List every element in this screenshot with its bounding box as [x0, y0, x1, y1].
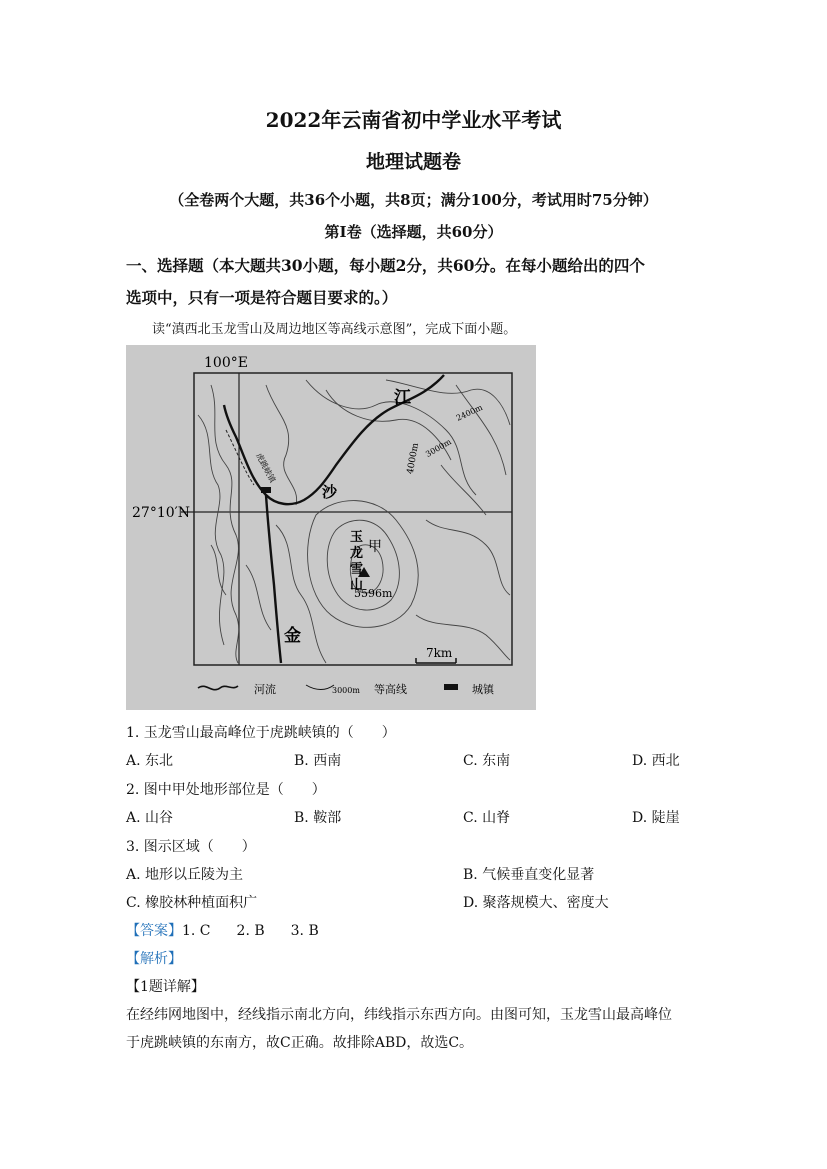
- peak-elevation-label: 5596m: [354, 587, 393, 600]
- legend-contour-symbol: [306, 685, 334, 690]
- q1-option-c: C. 东南: [463, 753, 511, 769]
- section1-instructions-line1: 一、选择题（本大题共30小题，每小题2分，共60分。在每小题给出的四个: [126, 256, 645, 275]
- q2-option-d: D. 陡崖: [632, 810, 680, 826]
- q1-option-b: B. 西南: [294, 753, 342, 769]
- q2-option-a: A. 山谷: [126, 810, 174, 826]
- analysis-label: 【解析】: [126, 951, 182, 967]
- q2-option-b: B. 鞍部: [294, 810, 342, 826]
- q3-option-a: A. 地形以丘陵为主: [126, 867, 244, 883]
- mountain-name-vertical: [350, 530, 363, 593]
- question-1-stem: 1. 玉龙雪山最高峰位于虎跳峡镇的（ ）: [126, 725, 396, 741]
- jinsha-river-lower: [266, 495, 281, 663]
- analysis-text-line2: 于虎跳峡镇的东南方，故C正确。故排除ABD，故选C。: [126, 1035, 474, 1051]
- answer-line: [126, 920, 319, 940]
- legend-contour-label: 等高线: [374, 683, 407, 696]
- answer-2: 2. B: [236, 923, 265, 939]
- mountain-name-char: 雪: [350, 562, 364, 577]
- label-jin: 金: [284, 626, 301, 646]
- contour-lines: [198, 380, 510, 663]
- town-name-label: 虎跳峡镇: [254, 451, 278, 485]
- analysis-text-line1: 在经纬网地图中，经线指示南北方向，纬线指示东西方向。由图可知，玉龙雪山最高峰位: [126, 1007, 672, 1023]
- town-name-vertical: [254, 451, 278, 485]
- mountain-name-char: 玉: [350, 530, 364, 545]
- answer-3: 3. B: [290, 923, 319, 939]
- question-2-stem: 2. 图中甲处地形部位是（ ）: [126, 782, 326, 798]
- contour-label-4000: 4000m: [405, 442, 422, 475]
- answer-1: 1. C: [182, 923, 211, 939]
- town-marker: [261, 487, 271, 493]
- section1-instructions-line2: 选项中，只有一项是符合题目要求的。）: [126, 288, 398, 307]
- contour-label-3000: 3000m: [424, 437, 453, 459]
- scale-label: 7km: [426, 646, 453, 660]
- legend-river-label: 河流: [254, 683, 276, 696]
- q1-option-a: A. 东北: [126, 753, 174, 769]
- mountain-name-char: 龙: [350, 546, 364, 561]
- legend-town-label: 城镇: [472, 683, 494, 696]
- q1-option-d: D. 西北: [632, 753, 680, 769]
- label-sha: 沙: [322, 483, 338, 501]
- contour-label-2400: 2400m: [454, 402, 484, 423]
- volume-heading: 第Ⅰ卷（选择题，共60分）: [324, 223, 503, 241]
- exam-title: 2022年云南省初中学业水平考试: [265, 108, 562, 132]
- mountain-name-label: [350, 530, 363, 593]
- contour-map: [126, 345, 536, 710]
- detail-1-label: 【1题详解】: [126, 979, 205, 995]
- q3-option-c: C. 橡胶林种植面积广: [126, 895, 258, 911]
- contour-map-graphic: [126, 345, 536, 710]
- reading-intro: 读“滇西北玉龙雪山及周边地区等高线示意图”，完成下面小题。: [152, 322, 517, 337]
- question-3-stem: 3. 图示区域（ ）: [126, 839, 256, 855]
- longitude-label: 100°E: [204, 355, 248, 371]
- road-line: [226, 430, 254, 485]
- q2-option-c: C. 山脊: [463, 810, 511, 826]
- legend-contour-sample: 3000m: [332, 686, 360, 695]
- mountain-name-char: 山: [350, 578, 364, 593]
- label-jia: 甲: [368, 539, 382, 555]
- exam-info: （全卷两个大题，共36个小题，共8页；满分100分，考试用时75分钟）: [169, 191, 658, 209]
- q3-option-b: B. 气候垂直变化显著: [463, 867, 595, 883]
- legend-town-symbol: [444, 684, 458, 690]
- answer-label: 【答案】: [126, 923, 182, 939]
- q3-option-d: D. 聚落规模大、密度大: [463, 895, 609, 911]
- legend-river-symbol: [198, 686, 238, 690]
- paper-subtitle: 地理试题卷: [365, 151, 461, 173]
- latitude-label: 27°10′N: [132, 505, 191, 521]
- label-jiang: 江: [394, 388, 411, 408]
